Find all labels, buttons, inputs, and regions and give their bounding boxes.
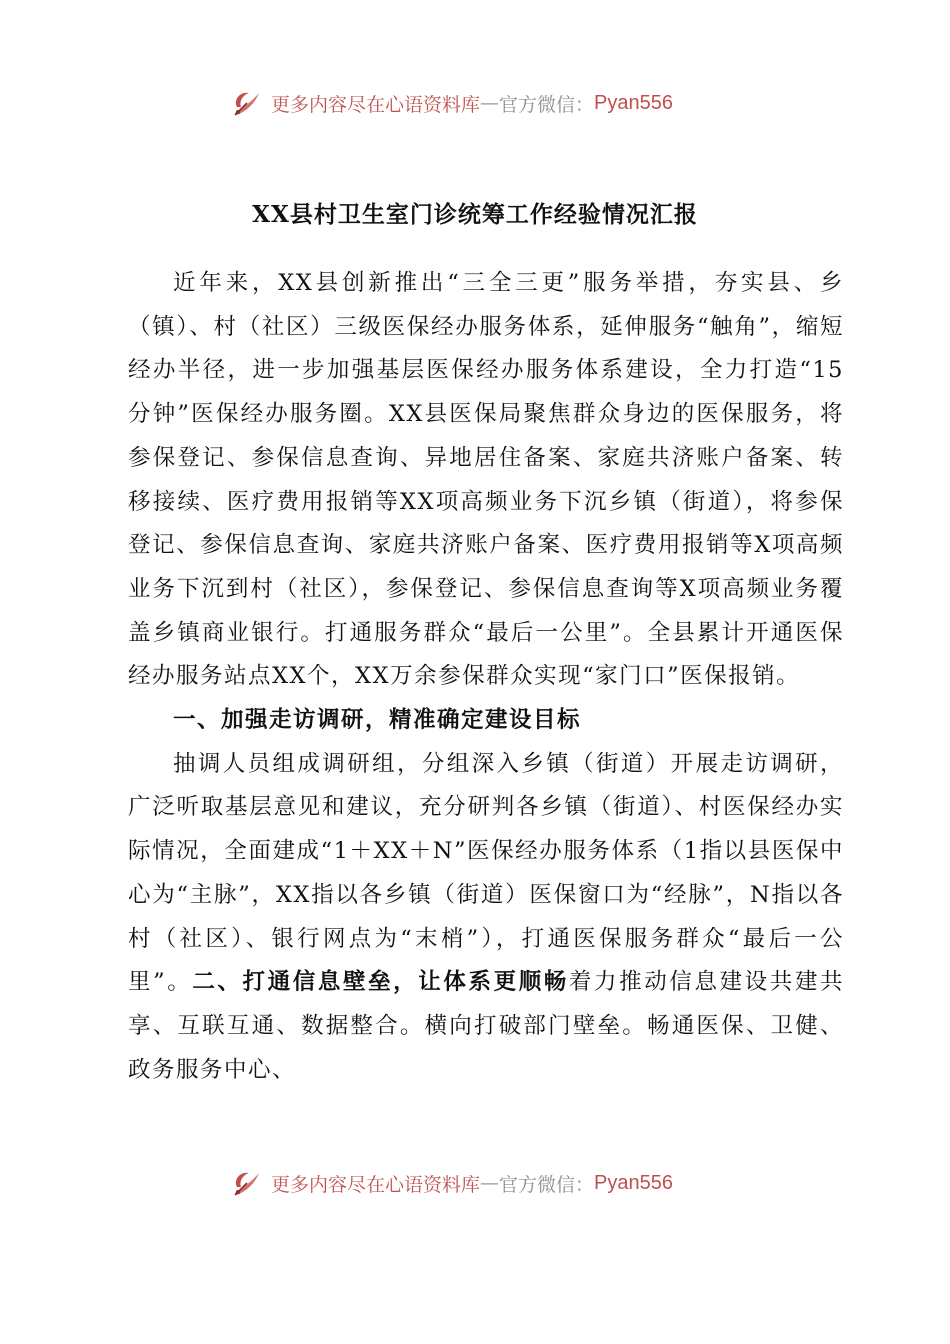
banner-text: 更多内容尽在心语资料库 [271, 1173, 481, 1196]
banner-separator: — [480, 92, 500, 114]
banner-text: 更多内容尽在心语资料库 [271, 93, 481, 116]
section1-body: 抽调人员组成调研组，分组深入乡镇（街道）开展走访调研，广泛听取基层意见和建议，充分研判各乡镇（街道）、村医保经办实际情况，全面建成“1＋XX＋N”医保经办服务体系（1指以县医保中心为“主脉”，XX指以各乡镇（街道）医保窗口为“经脉”，N指以各村（社区）、银行网点为“末梢”），打通医保服务群众“最后一公里”。 [128, 750, 844, 996]
banner-wechat-id: Pyan556 [594, 91, 673, 114]
banner-wechat-id: Pyan556 [594, 1171, 673, 1194]
banner-wechat-label: 官方微信： [499, 1173, 595, 1196]
watermark-banner-top [229, 83, 673, 123]
document-title: XX县村卫生室门诊统筹工作经验情况汇报 [252, 201, 698, 228]
document-body [128, 262, 844, 1092]
quill-pen-logo-icon [229, 1165, 265, 1201]
section2-heading: 二、打通信息壁垒，让体系更顺畅 [192, 969, 569, 996]
watermark-banner-bottom [229, 1163, 673, 1203]
banner-wechat-label: 官方微信： [499, 93, 595, 116]
quill-pen-logo-icon [229, 85, 265, 121]
banner-separator: — [480, 1172, 500, 1194]
section2-body: 着力推动信息建设共建共享、互联互通、数据整合。横向打破部门壁垒。畅通医保、卫健、政务服务中心、 [128, 969, 844, 1083]
section1-heading: 一、加强走访调研，精准确定建设目标 [173, 707, 582, 734]
intro-paragraph: 近年来，XX县创新推出“三全三更”服务举措，夯实县、乡（镇）、村（社区）三级医保经办服务体系，延伸服务“触角”，缩短经办半径，进一步加强基层医保经办服务体系建设，全力打造“15分钟”医保经办服务圈。XX县医保局聚焦群众身边的医保服务，将参保登记、参保信息查询、异地居住备案、家庭共济账户备案、转移接续、医疗费用报销等XX项高频业务下沉乡镇（街道），将参保登记、参保信息查询、家庭共济账户备案、医疗费用报销等X项高频业务下沉到村（社区），参保登记、参保信息查询等X项高频业务覆盖乡镇商业银行。打通服务群众“最后一公里”。全县累计开通医保经办服务站点XX个，XX万余参保群众实现“家门口”医保报销。 [128, 270, 844, 690]
section1-paragraph [128, 743, 844, 1093]
